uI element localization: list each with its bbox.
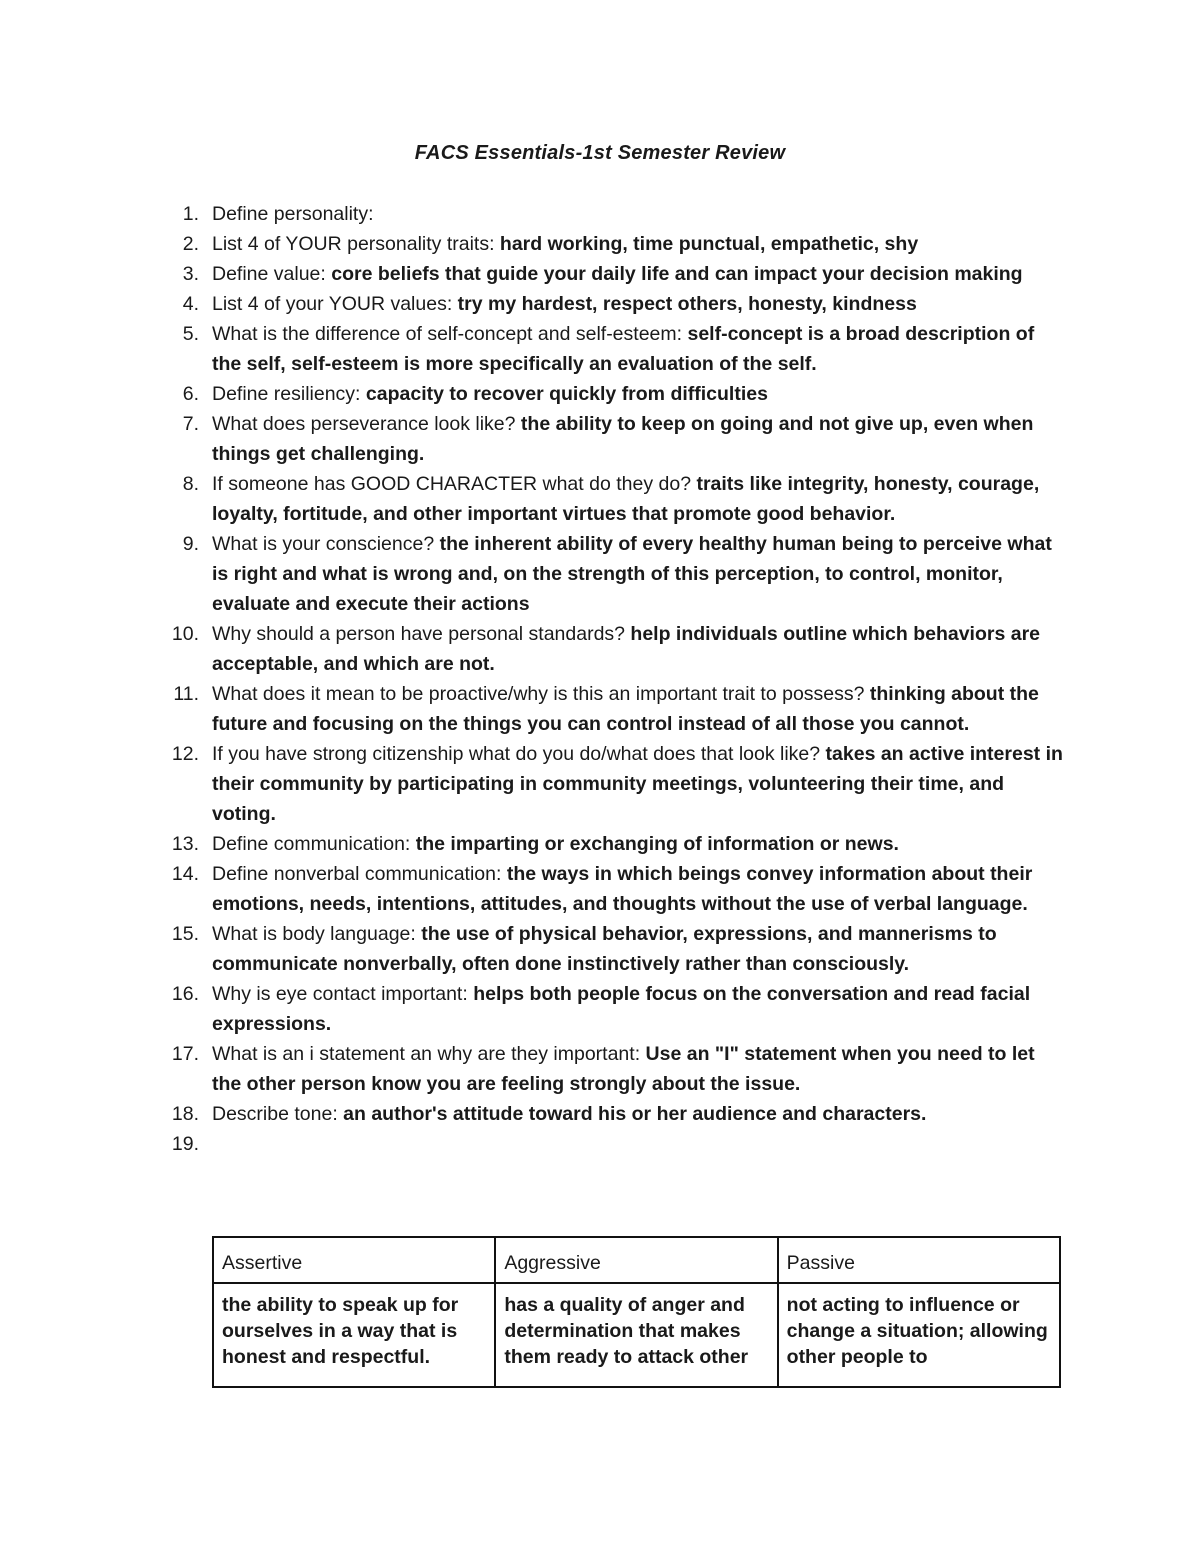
communication-styles-table [212,1236,1061,1388]
question-text: Define communication: [212,833,416,855]
question-text: Describe tone: [212,1103,344,1125]
item-number: 17. [171,1043,199,1065]
answer-text: the imparting or exchanging of information or news. [415,833,899,855]
item-number: 1. [182,203,199,225]
item-number: 10. [171,623,199,645]
header-aggressive: Aggressive [495,1237,777,1283]
item-number: 15. [171,923,199,945]
item-number: 12. [171,743,199,765]
item-number: 6. [182,383,199,405]
answer-text: the ways in which beings convey information about their emotions, needs, intentions, attitudes, and thoughts without the use of verbal language. [212,863,1033,915]
cell-aggressive: has a quality of anger and determination that makes them ready to attack other [495,1283,777,1387]
item-number: 19. [171,1133,199,1155]
answer-text: help individuals outline which behaviors are acceptable, and which are not. [212,623,1041,675]
question-text: What is body language: [212,923,422,945]
item-number: 7. [182,413,199,435]
item-number: 4. [182,293,199,315]
item-number: 3. [182,263,199,285]
question-text: Define nonverbal communication: [212,863,507,885]
question-text: What is your conscience? [212,533,440,555]
list-item [165,289,1065,319]
list-item [165,619,1065,679]
header-assertive: Assertive [213,1237,495,1283]
question-text: Define value: [212,263,332,285]
cell-passive: not acting to influence or change a situation; allowing other people to [778,1283,1060,1387]
question-text: Why should a person have personal standards? [212,623,631,645]
question-text: List 4 of your YOUR values: [212,293,458,315]
table-header-row [213,1237,1060,1283]
answer-text: self-concept is a broad description of the self, self-esteem is more specifically an evaluation of the self. [212,323,1035,375]
list-item [165,469,1065,529]
list-item [165,529,1065,619]
item-number: 5. [182,323,199,345]
list-item [165,409,1065,469]
cell-assertive: the ability to speak up for ourselves in a way that is honest and respectful. [213,1283,495,1387]
item-number: 18. [171,1103,199,1125]
answer-text: helps both people focus on the conversation and read facial expressions. [212,983,1031,1035]
list-item [165,979,1065,1039]
question-text: What does it mean to be proactive/why is this an important trait to possess? [212,683,870,705]
question-text: What is the difference of self-concept and self-esteem: [212,323,688,345]
list-item [165,1039,1065,1099]
answer-text: thinking about the future and focusing on the things you can control instead of all those you cannot. [212,683,1039,735]
question-text: If someone has GOOD CHARACTER what do they do? [212,473,697,495]
item-number: 13. [171,833,199,855]
list-item [165,829,1065,859]
item-number: 16. [171,983,199,1005]
answer-text: an author's attitude toward his or her audience and characters. [343,1103,927,1125]
question-text: Define resiliency: [212,383,366,405]
answer-text: the inherent ability of every healthy human being to perceive what is right and what is wrong and, on the strength of this perception, to control, monitor, evaluate and execute their actions [212,533,1052,615]
question-text: What does perseverance look like? [212,413,521,435]
answer-text: hard working, time punctual, empathetic, shy [499,233,919,255]
item-number: 9. [182,533,199,555]
item-number: 2. [182,233,199,255]
list-item [165,919,1065,979]
answer-text: core beliefs that guide your daily life and can impact your decision making [331,263,1023,285]
question-text: Define personality: [212,203,374,225]
list-item [165,1099,1065,1129]
list-item [165,739,1065,829]
header-passive: Passive [778,1237,1060,1283]
list-item [165,379,1065,409]
list-item [165,199,1065,229]
item-number: 11. [173,683,199,705]
list-item [165,679,1065,739]
page-title: FACS Essentials-1st Semester Review [414,142,786,164]
answer-text: capacity to recover quickly from difficulties [365,383,768,405]
question-text: If you have strong citizenship what do you do/what does that look like? [212,743,826,765]
answer-text: traits like integrity, honesty, courage, loyalty, fortitude, and other important virtues that promote good behavior. [212,473,1040,525]
list-item [165,859,1065,919]
list-item [165,259,1065,289]
list-item [165,229,1065,259]
question-list [165,199,1065,1155]
question-text: What is an i statement an why are they important: [212,1043,646,1065]
answer-text: try my hardest, respect others, honesty, kindness [457,293,917,315]
question-text: List 4 of YOUR personality traits: [212,233,500,255]
item-number: 14. [171,863,199,885]
question-text: Why is eye contact important: [212,983,474,1005]
item-number: 8. [182,473,199,495]
answer-text: the use of physical behavior, expressions, and mannerisms to communicate nonverbally, often done instinctively rather than consciously. [212,923,997,975]
answer-text: Use an "I" statement when you need to let the other person know you are feeling strongly about the issue. [212,1043,1035,1095]
list-item [165,319,1065,379]
answer-text: the ability to keep on going and not give up, even when things get challenging. [212,413,1034,465]
answer-text: takes an active interest in their community by participating in community meetings, volunteering their time, and voting. [212,743,1063,825]
table-row [213,1283,1060,1387]
